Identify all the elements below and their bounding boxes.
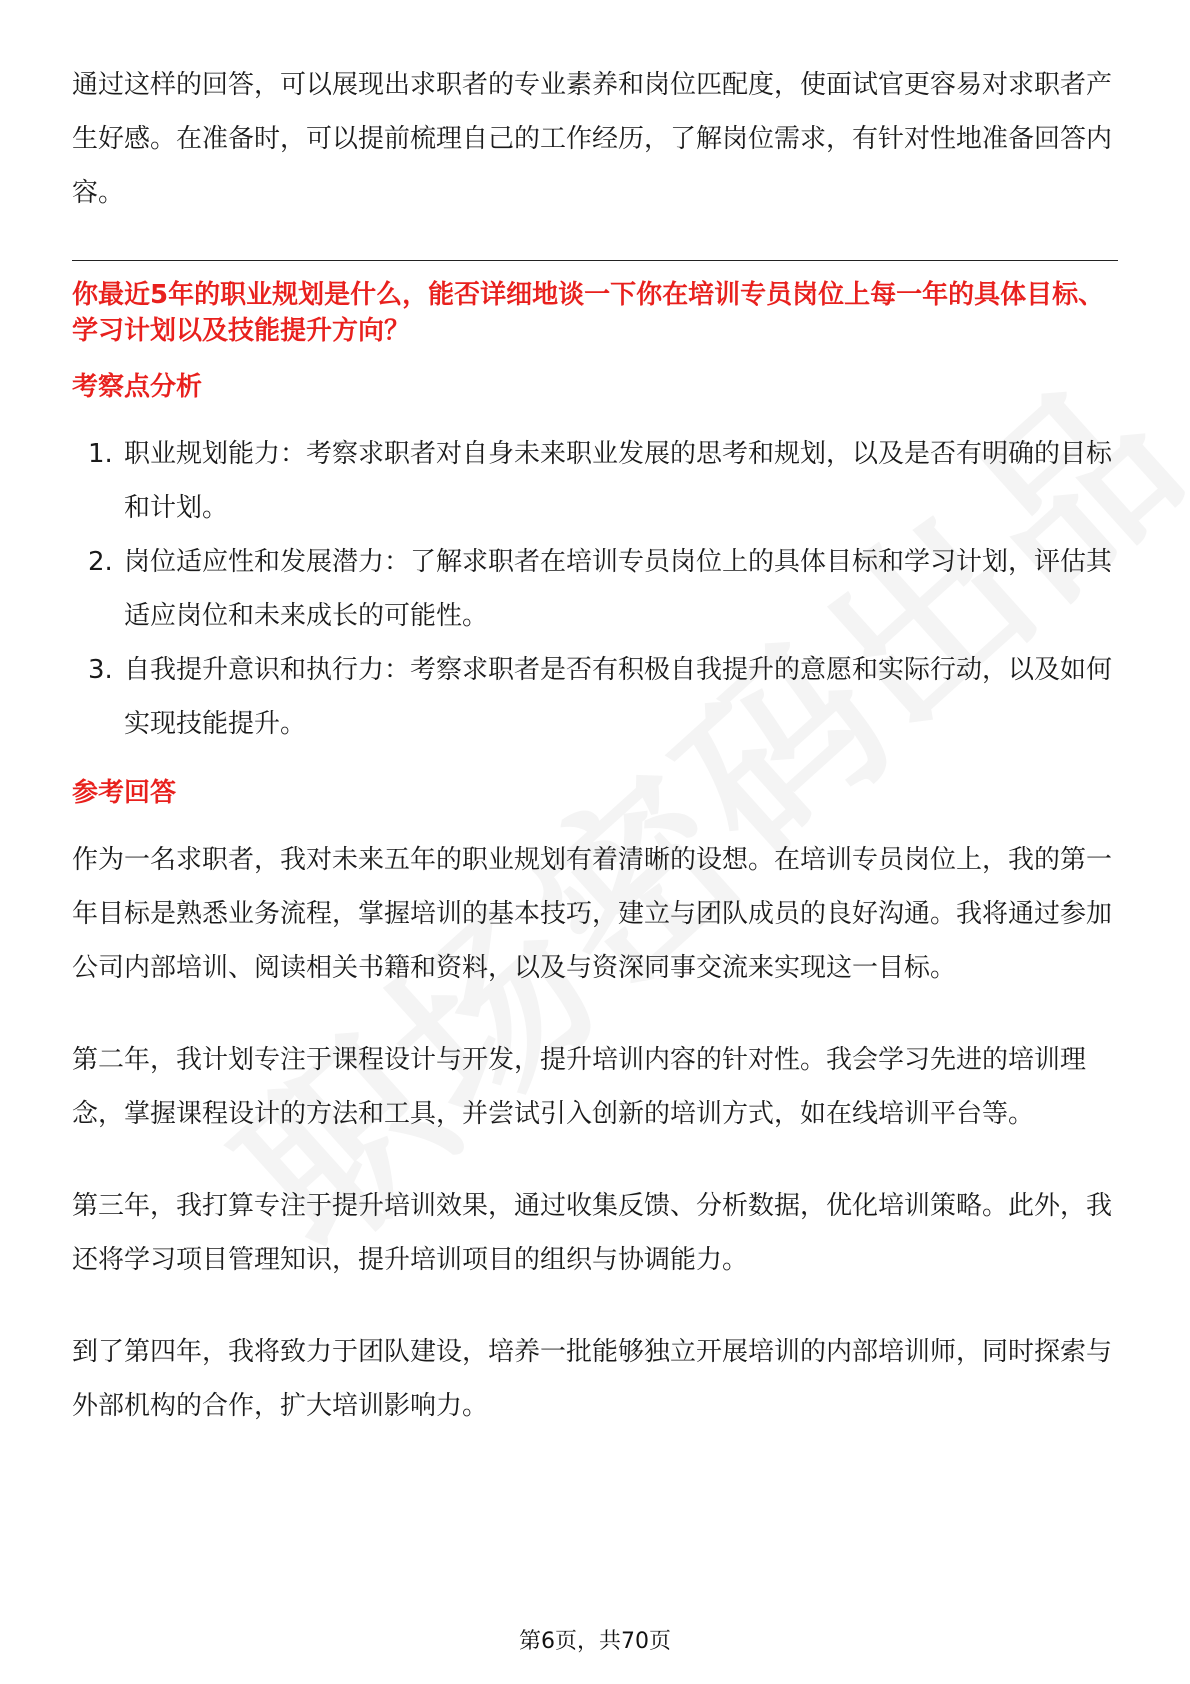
analysis-item-number: 2. xyxy=(88,547,113,577)
analysis-item xyxy=(72,643,1118,751)
question-heading: 你最近5年的职业规划是什么，能否详细地谈一下你在培训专员岗位上每一年的具体目标、学习计划以及技能提升方向？ xyxy=(72,280,1105,346)
document-body xyxy=(72,58,1118,1433)
analysis-item-text: 岗位适应性和发展潜力：了解求职者在培训专员岗位上的具体目标和学习计划，评估其适应岗位和未来成长的可能性。 xyxy=(124,547,1113,631)
answer-title: 参考回答 xyxy=(72,778,177,808)
analysis-title: 考察点分析 xyxy=(72,372,203,402)
answer-paragraph: 第二年，我计划专注于课程设计与开发，提升培训内容的针对性。我会学习先进的培训理念，掌握课程设计的方法和工具，并尝试引入创新的培训方式，如在线培训平台等。 xyxy=(72,1045,1087,1129)
analysis-item xyxy=(72,535,1118,643)
answer-paragraph: 第三年，我打算专注于提升培训效果，通过收集反馈、分析数据，优化培训策略。此外，我还将学习项目管理知识，提升培训项目的组织与协调能力。 xyxy=(72,1191,1113,1275)
intro-paragraph: 通过这样的回答，可以展现出求职者的专业素养和岗位匹配度，使面试官更容易对求职者产生好感。在准备时，可以提前梳理自己的工作经历，了解岗位需求，有针对性地准备回答内容。 xyxy=(72,70,1113,208)
analysis-list xyxy=(72,427,1118,751)
analysis-item-text: 职业规划能力：考察求职者对自身未来职业发展的思考和规划，以及是否有明确的目标和计划。 xyxy=(124,439,1113,523)
analysis-item-text: 自我提升意识和执行力：考察求职者是否有积极自我提升的意愿和实际行动，以及如何实现技能提升。 xyxy=(124,655,1113,739)
answer-paragraph: 作为一名求职者，我对未来五年的职业规划有着清晰的设想。在培训专员岗位上，我的第一年目标是熟悉业务流程，掌握培训的基本技巧，建立与团队成员的良好沟通。我将通过参加公司内部培训、阅读相关书籍和资料，以及与资深同事交流来实现这一目标。 xyxy=(72,845,1113,983)
answer-paragraph: 到了第四年，我将致力于团队建设，培养一批能够独立开展培训的内部培训师，同时探索与外部机构的合作，扩大培训影响力。 xyxy=(72,1337,1113,1421)
analysis-item-number: 1. xyxy=(88,439,113,469)
analysis-item xyxy=(72,427,1118,535)
page-number: 第6页，共70页 xyxy=(519,1629,671,1654)
section-divider xyxy=(72,260,1118,261)
analysis-item-number: 3. xyxy=(88,655,113,685)
